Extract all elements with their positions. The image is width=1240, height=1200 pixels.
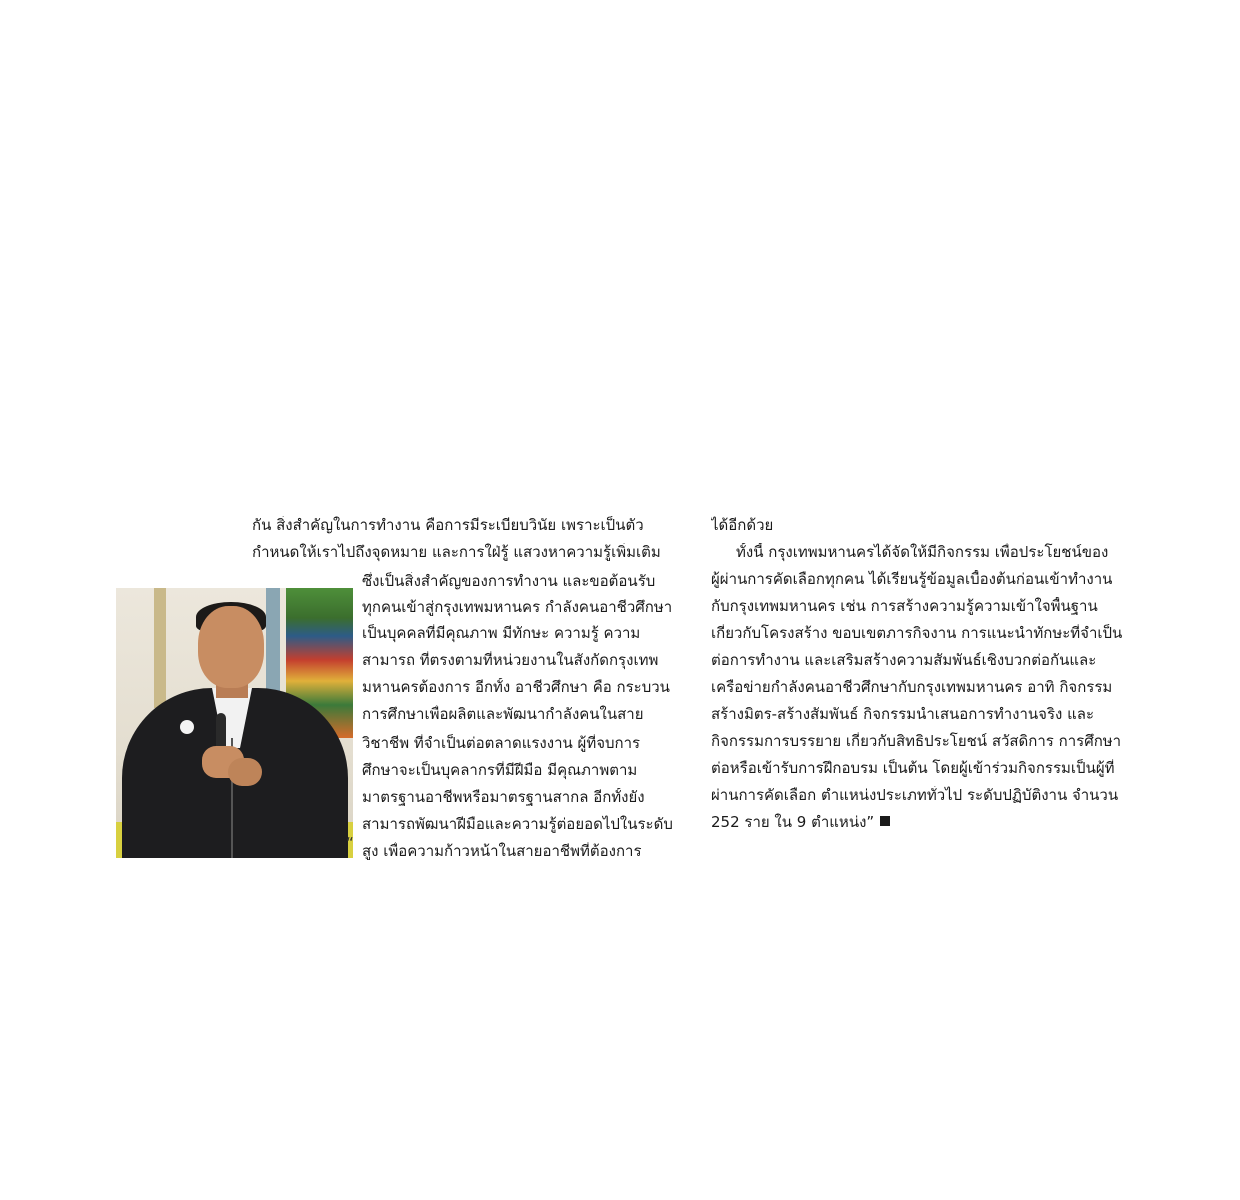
body-text-line: เป็นบุคคลที่มีคุณภาพ มีทักษะ ความรู้ ความ: [362, 624, 641, 642]
body-text-line: สามารถพัฒนาฝีมือและความรู้ต่อยอดไปในระดับ: [362, 815, 673, 833]
body-text-line: ต่อหรือเข้ารับการฝึกอบรม เป็นต้น โดยผู้เข้าร่วมกิจกรรมเป็นผู้ที่: [711, 759, 1115, 777]
body-text-line: เครือข่ายกำลังคนอาชีวศึกษากับกรุงเทพมหานคร อาทิ กิจกรรม: [711, 678, 1113, 696]
body-text-line: การศึกษาเพื่อผลิตและพัฒนากำลังคนในสาย: [362, 705, 644, 723]
body-text-line: กำหนดให้เราไปถึงจุดหมาย และการใฝ่รู้ แสวงหาความรู้เพิ่มเติม: [252, 543, 661, 561]
body-text-line: ได้อีกด้วย: [711, 516, 774, 534]
speaker-photo: [116, 588, 353, 858]
body-text-line: สร้างมิตร-สร้างสัมพันธ์ กิจกรรมนำเสนอการทำงานจริง และ: [711, 705, 1095, 723]
closing-line: [711, 813, 1145, 832]
body-text-line: ศึกษาจะเป็นบุคลากรที่มีฝีมือ มีคุณภาพตาม: [362, 761, 638, 779]
body-text-line: สามารถ ที่ตรงตามที่หน่วยงานในสังกัดกรุงเทพ: [362, 651, 659, 669]
paragraph-first-line: ทั้งนี้ กรุงเทพมหานครได้จัดให้มีกิจกรรม เพื่อประโยชน์ของ: [736, 543, 1109, 561]
body-text-line: กัน สิ่งสำคัญในการทำงาน คือการมีระเบียบวินัย เพราะเป็นตัว: [252, 516, 644, 534]
body-text-line: วิชาชีพ ที่จำเป็นต่อตลาดแรงงาน ผู้ที่จบการ: [362, 734, 641, 752]
body-text-line: ทุกคนเข้าสู่กรุงเทพมหานคร กำลังคนอาชีวศึกษา: [362, 598, 673, 616]
body-text-line: มหานครต้องการ อีกทั้ง อาชีวศึกษา คือ กระบวน: [362, 678, 670, 696]
body-text-line: กิจกรรมการบรรยาย เกี่ยวกับสิทธิประโยชน์ สวัสดิการ การศึกษา: [711, 732, 1122, 750]
body-text-line: ต่อการทำงาน และเสริมสร้างความสัมพันธ์เชิงบวกต่อกันและ: [711, 651, 1097, 669]
body-text-line: ซึ่งเป็นสิ่งสำคัญของการทำงาน และขอต้อนรับ: [362, 572, 656, 590]
badge-icon: [180, 720, 194, 734]
quote-mark: “: [346, 834, 354, 852]
body-text-line: ผ่านการคัดเลือก ตำแหน่งประเภททั่วไป ระดับปฏิบัติงาน จำนวน: [711, 786, 1119, 804]
end-mark-icon: [880, 816, 890, 826]
body-text-line: ผู้ผ่านการคัดเลือกทุกคน ได้เรียนรู้ข้อมูลเบื้องต้นก่อนเข้าทำงาน: [711, 570, 1113, 588]
body-text-line: มาตรฐานอาชีพหรือมาตรฐานสากล อีกทั้งยัง: [362, 788, 645, 806]
body-text-line: กับกรุงเทพมหานคร เช่น การสร้างความรู้ความเข้าใจพื้นฐาน: [711, 597, 1098, 615]
body-text-line: สูง เพื่อความก้าวหน้าในสายอาชีพที่ต้องการ: [362, 842, 642, 860]
body-text-line: เกี่ยวกับโครงสร้าง ขอบเขตภารกิจงาน การแนะนำทักษะที่จำเป็น: [711, 624, 1123, 642]
closing-text: 252 ราย ใน 9 ตำแหน่ง”: [711, 813, 875, 831]
